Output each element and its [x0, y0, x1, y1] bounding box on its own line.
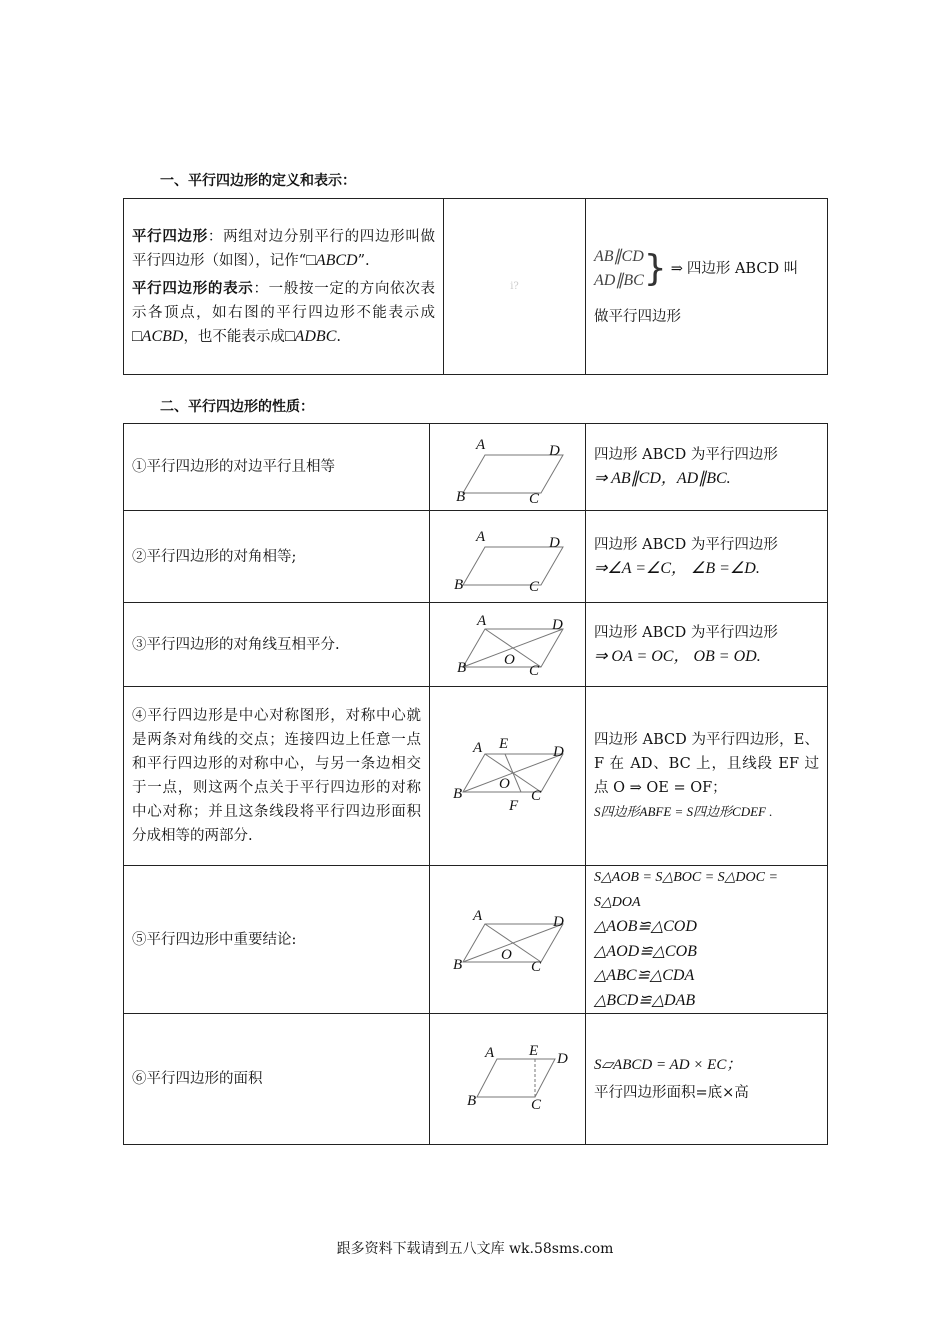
- table-row: [124, 1014, 828, 1145]
- label-D: D: [556, 1051, 568, 1067]
- label-F: F: [508, 798, 518, 814]
- row2-line1: 四边形 ABCD 为平行四边形: [594, 536, 778, 553]
- label-B: B: [455, 489, 465, 503]
- label-C: C: [528, 491, 539, 503]
- table-row: [124, 687, 828, 866]
- label-O: O: [498, 776, 510, 792]
- parallelogram-ef-diagram: [443, 734, 573, 818]
- label-A: A: [472, 907, 482, 924]
- label-E: E: [498, 736, 508, 752]
- label-C: C: [528, 662, 539, 679]
- row1-line2: ⇒ AB∥CD，AD∥BC.: [594, 470, 731, 487]
- footer: 跟多资料下载请到五八文库 wk.58sms.com: [336, 1241, 614, 1257]
- row5-eq2: △AOB≌△COD: [594, 918, 697, 935]
- table-row: [124, 866, 828, 1014]
- rep-bad2: □ADBC: [284, 327, 337, 345]
- diagram-cell-4: [430, 687, 586, 866]
- row3-line2: ⇒ OA = OC， OB = OD.: [594, 647, 761, 665]
- label-D: D: [552, 744, 564, 760]
- parallelogram-diagram: [443, 431, 573, 503]
- prop-6: ⑥平行四边形的面积: [124, 1014, 430, 1145]
- cond2: AD∥BC: [594, 271, 644, 289]
- conclusion-cell-1: [586, 424, 828, 511]
- section1-heading: 一、平行四边形的定义和表示：: [160, 173, 356, 189]
- row5-eq1: S△AOB = S△BOC = S△DOC = S△DOA: [594, 870, 778, 910]
- conclusion2: 做平行四边形: [594, 308, 681, 325]
- table-row: [124, 424, 828, 511]
- conclusion-cell-2: [586, 511, 828, 603]
- diagram-cell-5: [430, 866, 586, 1014]
- row6-line1: S▱ABCD = AD × EC；: [594, 1057, 742, 1073]
- implies: ⇒: [670, 260, 683, 277]
- definition-table: [123, 198, 828, 375]
- label-A: A: [476, 612, 486, 629]
- rep-term: 平行四边形的表示: [132, 279, 254, 297]
- rep-mid: ，也不能表示成: [183, 328, 285, 345]
- label-D: D: [548, 534, 560, 551]
- label-D: D: [552, 913, 564, 930]
- table-row: [124, 603, 828, 687]
- def-end: ”.: [357, 252, 370, 269]
- row5-eq4: △ABC≌△CDA: [594, 967, 695, 984]
- row5-eq5: △BCD≌△DAB: [594, 991, 696, 1009]
- diagram-cell-1: [430, 424, 586, 511]
- conclusion-cell-4: [586, 687, 828, 866]
- definition-condition-cell: [586, 199, 828, 375]
- prop-3: ③平行四边形的对角线互相平分.: [124, 603, 430, 687]
- row1-line1: 四边形 ABCD 为平行四边形: [594, 447, 778, 463]
- parallelogram-diagonals-diagram: [443, 904, 573, 976]
- rep-text: ：一般按一定的方向依次表示各顶点，如右图的平行四边形不能表示成: [132, 280, 436, 321]
- row6-line2: 平行四边形面积=底×高: [594, 1085, 749, 1101]
- table-row: [124, 511, 828, 603]
- prop-5: ⑤平行四边形中重要结论:: [124, 866, 430, 1014]
- conclusion-cell-3: [586, 603, 828, 687]
- properties-table: [123, 423, 828, 1145]
- section2-heading: 二、平行四边形的性质：: [160, 399, 314, 415]
- label-D: D: [551, 616, 563, 633]
- conclusion1: 四边形 ABCD 叫: [686, 260, 799, 277]
- diagram-cell-3: [430, 603, 586, 687]
- brace: }: [643, 247, 667, 289]
- diagonal-BD: [463, 924, 563, 962]
- parallelogram-diagram: [443, 521, 573, 593]
- prop-4: ④平行四边形是中心对称图形，对称中心就是两条对角线的交点；连接四边上任意一点和平行四边形的对称中心，与另一条边相交于一点，则这两个点关于平行四边形的对称中心对称；并且这条线段将平行四边形面积分成相等的两部分.: [124, 687, 430, 866]
- label-A: A: [475, 528, 485, 545]
- rep-bad1: □ACBD: [132, 327, 184, 345]
- label-B: B: [452, 956, 462, 973]
- conclusion-cell-5: [586, 866, 828, 1014]
- parallelogram-height-diagram: [443, 1043, 573, 1115]
- prop-2: ②平行四边形的对角相等;: [124, 511, 430, 603]
- label-C: C: [530, 1097, 541, 1113]
- label-C: C: [530, 788, 541, 804]
- label-C: C: [530, 958, 541, 975]
- broken-image-cell: [444, 199, 586, 375]
- prop-1: ①平行四边形的对边平行且相等: [124, 424, 430, 511]
- parallelogram: [477, 1059, 555, 1097]
- diagram-cell-6: [430, 1014, 586, 1145]
- row5-eq3: △AOD≌△COB: [594, 942, 697, 960]
- label-B: B: [456, 659, 466, 676]
- row4-line1: 四边形 ABCD 为平行四边形，E、F 在 AD、BC 上，且线段 EF 过点 O ⇒ OE = OF；: [594, 732, 819, 796]
- row2-line2: ⇒∠A =∠C， ∠B =∠D.: [594, 559, 760, 577]
- image-placeholder: i?: [510, 280, 519, 292]
- def-term: 平行四边形: [132, 227, 208, 245]
- parallelogram: [463, 547, 563, 585]
- label-C: C: [528, 578, 539, 593]
- rep-end: .: [336, 328, 341, 345]
- label-B: B: [453, 576, 463, 593]
- label-A: A: [484, 1045, 494, 1061]
- def-notation: □ABCD: [306, 251, 358, 269]
- label-O: O: [500, 946, 512, 963]
- parallelogram-diagonals-diagram: [443, 609, 573, 681]
- label-A: A: [475, 437, 485, 453]
- definition-cell: [124, 199, 444, 375]
- row3-line1: 四边形 ABCD 为平行四边形: [594, 624, 778, 641]
- label-B: B: [452, 786, 462, 802]
- diagram-cell-2: [430, 511, 586, 603]
- label-E: E: [528, 1043, 538, 1059]
- label-O: O: [503, 651, 515, 668]
- def-text: ：两组对边分别平行的四边形叫做平行四边形（如图），记作“: [132, 228, 435, 269]
- label-A: A: [472, 740, 482, 756]
- label-D: D: [548, 443, 560, 459]
- row4-line2: S四边形ABFE = S四边形CDEF .: [594, 804, 773, 819]
- label-B: B: [466, 1093, 476, 1109]
- parallelogram: [463, 455, 563, 493]
- conclusion-cell-6: [586, 1014, 828, 1145]
- cond1: AB∥CD: [594, 247, 644, 265]
